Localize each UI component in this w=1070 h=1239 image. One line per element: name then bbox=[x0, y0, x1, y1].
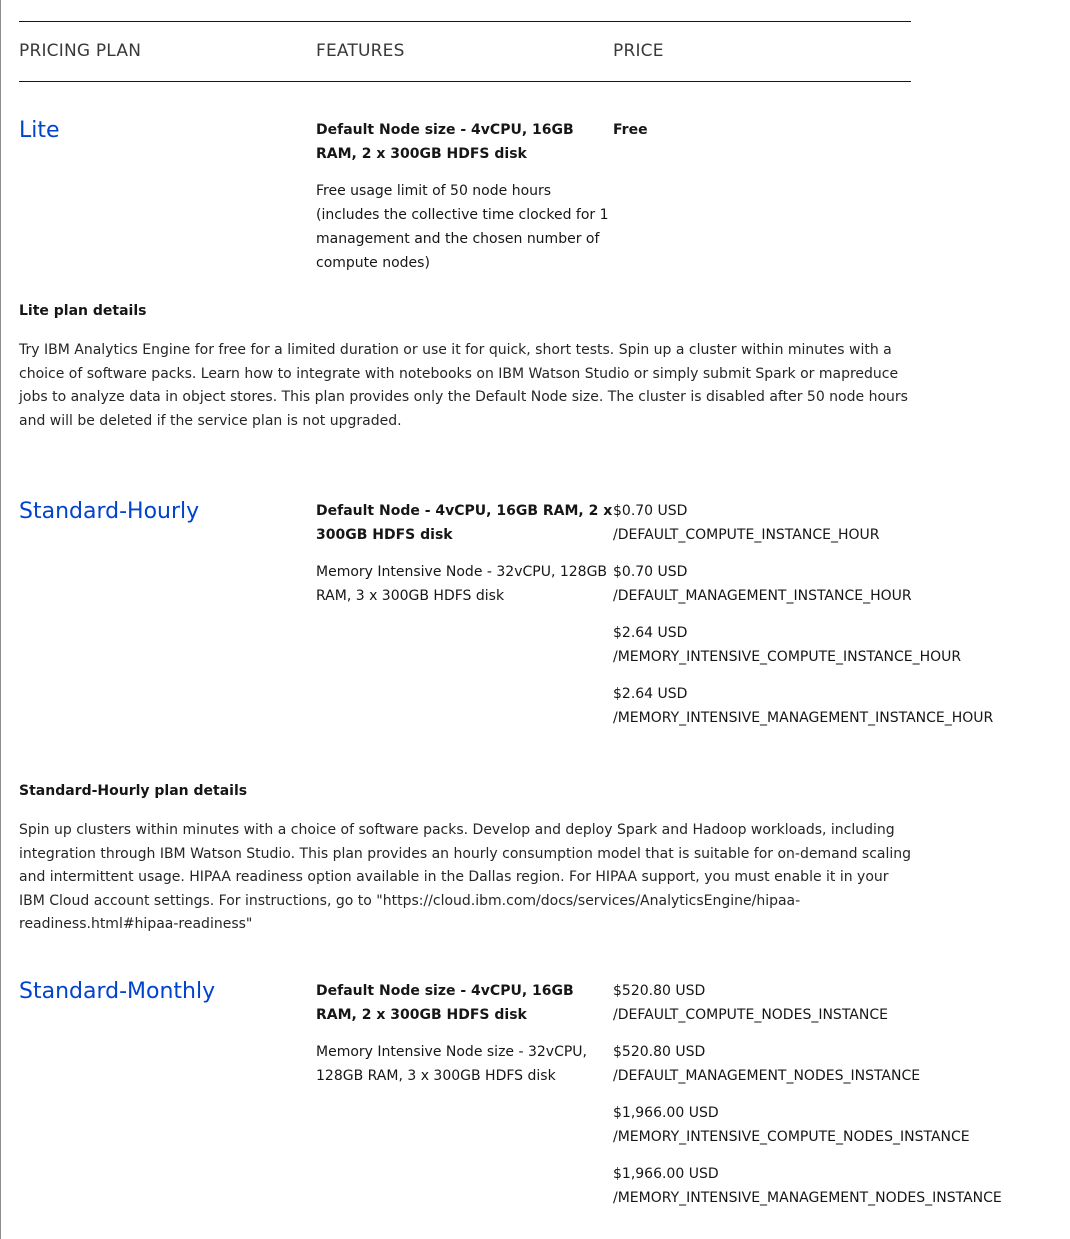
price-item bbox=[613, 1101, 1033, 1149]
pricing-table bbox=[19, 21, 1002, 1206]
price-amount: $0.70 USD bbox=[613, 503, 688, 519]
price-item bbox=[613, 1040, 1033, 1088]
plan-features bbox=[316, 979, 616, 1101]
price-item bbox=[613, 1162, 1033, 1210]
price-unit: /MEMORY_INTENSIVE_MANAGEMENT_NODES_INSTANCE bbox=[613, 1190, 1002, 1206]
details-text: Spin up clusters within minutes with a choice of software packs. Develop and deploy Spark and Hadoop workloads, including integration through IBM Watson Studio. This plan provides an hourly consumption model that is suitable for on-demand scaling and intermittent usage. HIPAA readiness option available in the Dallas region. For HIPAA support, you must enable it in your IBM Cloud account settings. For instructions, go to "https://cloud.ibm.com/docs/services/AnalyticsEngine/hipaa-readiness.html#hipaa-readiness" bbox=[19, 822, 912, 933]
price-unit: /DEFAULT_MANAGEMENT_INSTANCE_HOUR bbox=[613, 588, 912, 604]
price-unit: /DEFAULT_COMPUTE_INSTANCE_HOUR bbox=[613, 527, 880, 543]
plan-prices bbox=[613, 118, 1033, 155]
header-pricing-plan: PRICING PLAN bbox=[19, 41, 142, 61]
price-unit: /MEMORY_INTENSIVE_COMPUTE_NODES_INSTANCE bbox=[613, 1129, 970, 1145]
price-amount: $0.70 USD bbox=[613, 564, 688, 580]
feature-item: Default Node size - 4vCPU, 16GB RAM, 2 x 300GB HDFS disk bbox=[316, 122, 574, 162]
feature-item: Memory Intensive Node size - 32vCPU, 128GB RAM, 3 x 300GB HDFS disk bbox=[316, 1044, 587, 1084]
left-border bbox=[0, 0, 1, 1239]
price-amount: $1,966.00 USD bbox=[613, 1166, 719, 1182]
price-amount: $1,966.00 USD bbox=[613, 1105, 719, 1121]
plan-prices bbox=[613, 979, 1033, 1223]
plan-features bbox=[316, 499, 616, 621]
price-unit: /DEFAULT_MANAGEMENT_NODES_INSTANCE bbox=[613, 1068, 921, 1084]
price-unit: /MEMORY_INTENSIVE_MANAGEMENT_INSTANCE_HOUR bbox=[613, 710, 994, 726]
price-amount: $2.64 USD bbox=[613, 686, 688, 702]
plan-features bbox=[316, 118, 616, 288]
header-price: PRICE bbox=[613, 41, 664, 61]
feature-item: Default Node size - 4vCPU, 16GB RAM, 2 x 300GB HDFS disk bbox=[316, 983, 574, 1023]
price-item bbox=[613, 682, 1033, 730]
price-amount: $520.80 USD bbox=[613, 983, 706, 999]
price-item bbox=[613, 560, 1033, 608]
details-text: Try IBM Analytics Engine for free for a limited duration or use it for quick, short tests. Spin up a cluster within minutes with a choice of software packs. Learn how to integrate with notebooks on IBM Watson Studio or simply submit Spark or mapreduce jobs to analyze data in object stores. This plan provides only the Default Node size. The cluster is disabled after 50 node hours and will be deleted if the service plan is not upgraded. bbox=[19, 342, 908, 429]
feature-item: Default Node - 4vCPU, 16GB RAM, 2 x 300GB HDFS disk bbox=[316, 503, 613, 543]
details-title: Lite plan details bbox=[19, 303, 147, 319]
details-title: Standard-Hourly plan details bbox=[19, 783, 248, 799]
price-item bbox=[613, 118, 1033, 142]
plan-name: Lite bbox=[19, 118, 60, 143]
price-item bbox=[613, 979, 1033, 1027]
price-item bbox=[613, 621, 1033, 669]
price-amount: $2.64 USD bbox=[613, 625, 688, 641]
plan-name: Standard-Monthly bbox=[19, 979, 216, 1004]
price-item bbox=[613, 499, 1033, 547]
feature-item: Memory Intensive Node - 32vCPU, 128GB RAM, 3 x 300GB HDFS disk bbox=[316, 564, 608, 604]
price-amount: $520.80 USD bbox=[613, 1044, 706, 1060]
plan-prices bbox=[613, 499, 1033, 743]
plan-name: Standard-Hourly bbox=[19, 499, 200, 524]
header-features: FEATURES bbox=[316, 41, 405, 61]
price-unit: /MEMORY_INTENSIVE_COMPUTE_INSTANCE_HOUR bbox=[613, 649, 962, 665]
price-unit: /DEFAULT_COMPUTE_NODES_INSTANCE bbox=[613, 1007, 888, 1023]
table-header bbox=[19, 21, 911, 82]
feature-item: Free usage limit of 50 node hours (includes the collective time clocked for 1 management and the chosen number of compute nodes) bbox=[316, 183, 609, 271]
price-amount: Free bbox=[613, 122, 648, 138]
